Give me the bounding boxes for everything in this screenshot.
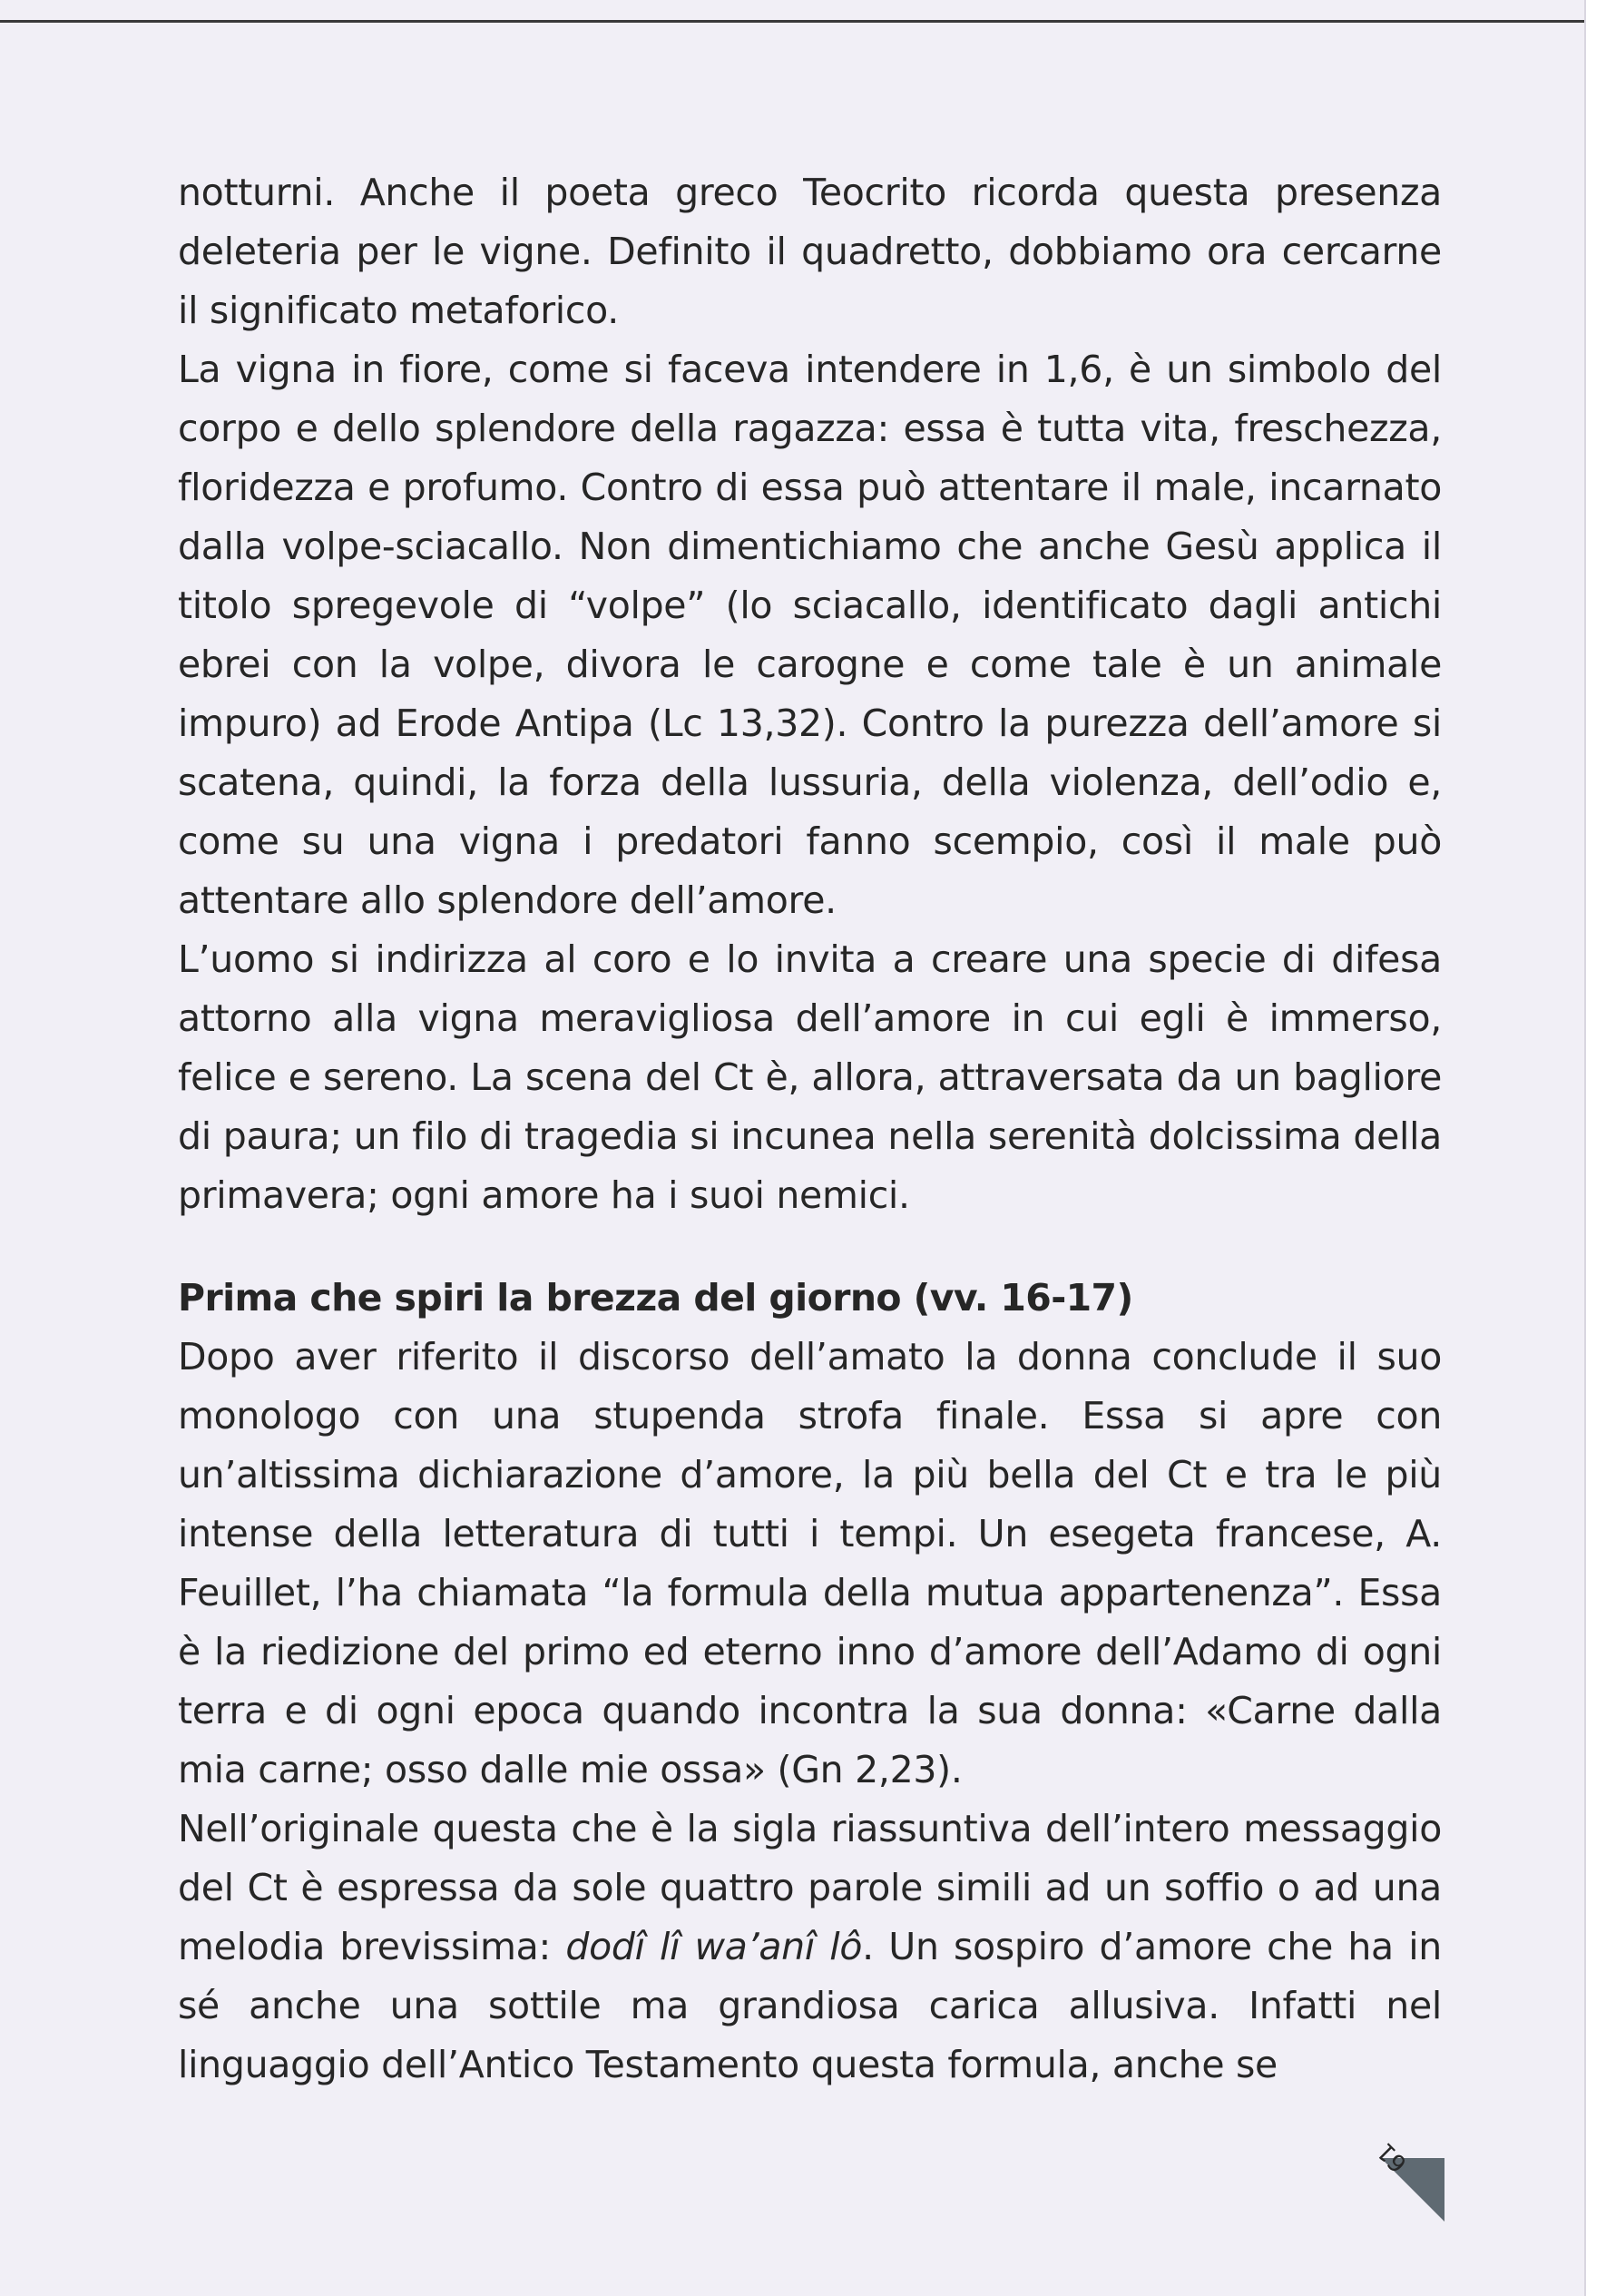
paragraph-vigna-in-fiore: La vigna in fiore, come si faceva intendere in 1,6, è un simbolo del corpo e dello splendore della ragazza: essa è tutta vita, freschezza, floridezza e profumo. Contro di essa può attentare il male, incarnato dalla volpe-sciacallo. Non dimentichiamo che anche Gesù applica il titolo spregevole di “volpe” (lo sciacallo, identificato dagli antichi ebrei con la volpe, divora le carogne e come tale è un animale impuro) ad Erode Antipa (Lc 13,32). Contro la purezza dell’amore si scatena, quindi, la forza della lussuria, della violenza, dell’odio e, come su una vigna i predatori fanno scempio, così il male può attentare allo splendore dell’amore. bbox=[178, 348, 1442, 922]
paragraph-uomo-coro: L’uomo si indirizza al coro e lo invita a creare una specie di difesa attorno alla vigna meravigliosa dell’amore in cui egli è immerso, felice e sereno. La scena del Ct è, allora, attraversata da un bagliore di paura; un filo di tragedia si incunea nella serenità dolcissima della primavera; ogni amore ha i suoi nemici. bbox=[178, 937, 1442, 1217]
body-text bbox=[178, 163, 1442, 2095]
hebrew-transliteration: dodî lî wa’anî lô bbox=[565, 1925, 863, 1968]
top-rule bbox=[0, 20, 1584, 23]
section-heading: Prima che spiri la brezza del giorno (vv. 16-17) bbox=[178, 1276, 1133, 1320]
paragraph-originale-start: Nell’originale questa che è la sigla riassuntiva dell’intero messaggio del Ct è espressa da sole quattro parole simili ad un soffio o ad una melodia brevissima: bbox=[178, 1807, 1442, 1968]
paragraph-notturni: notturni. Anche il poeta greco Teocrito ricorda questa presenza deleteria per le vigne. Definito il quadretto, dobbiamo ora cercarne il significato metaforico. bbox=[178, 171, 1442, 332]
paragraph-dopo-aver-riferito: Dopo aver riferito il discorso dell’amato la donna conclude il suo monologo con una stupenda strofa finale. Essa si apre con un’altissima dichiarazione d’amore, la più bella del Ct e tra le più intense della letteratura di tutti i tempi. Un esegeta francese, A. Feuillet, l’ha chiamata “la formula della mutua appartenenza”. Essa è la riedizione del primo ed eterno inno d’amore dell’Adamo di ogni terra e di ogni epoca quando incontra la sua donna: «Carne dalla mia carne; osso dalle mie ossa» (Gn 2,23). bbox=[178, 1335, 1442, 1791]
paragraph-originale-end: . Un sospiro d’amore che ha in sé anche una sottile ma grandiosa carica allusiva. Infatti nel linguaggio dell’Antico Testamento questa formula, anche se bbox=[178, 1925, 1442, 2086]
paragraph-originale bbox=[178, 1800, 1442, 2095]
page-number: 61 bbox=[1372, 2136, 1413, 2178]
